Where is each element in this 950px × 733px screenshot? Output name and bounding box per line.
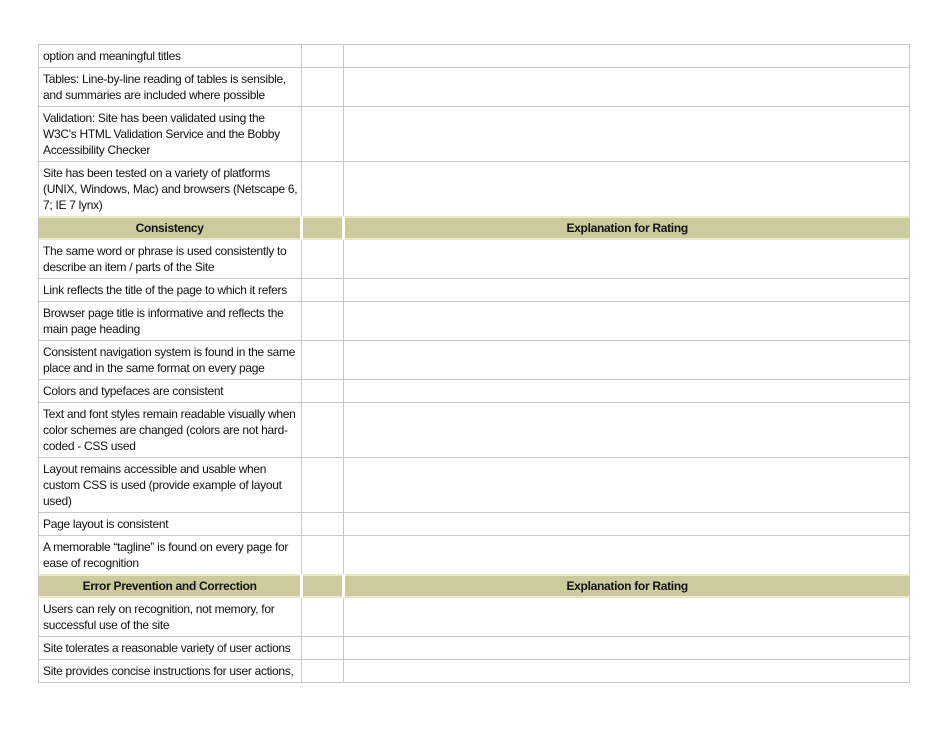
- criterion-row: [39, 380, 910, 403]
- criterion-text: Consistent navigation system is found in the same place and in the same format on every page: [39, 341, 302, 380]
- criterion-row: [39, 45, 910, 68]
- criterion-text: Colors and typefaces are consistent: [39, 380, 302, 403]
- rating-header-cell: [302, 575, 344, 597]
- explanation-cell[interactable]: [344, 302, 910, 341]
- criterion-row: [39, 597, 910, 637]
- section-header-row: [39, 217, 910, 239]
- section-title: Consistency: [39, 217, 302, 239]
- explanation-header: Explanation for Rating: [344, 217, 910, 239]
- rating-cell[interactable]: [302, 513, 344, 536]
- criterion-text: Page layout is consistent: [39, 513, 302, 536]
- explanation-cell[interactable]: [344, 597, 910, 637]
- criterion-text: Users can rely on recognition, not memory, for successful use of the site: [39, 597, 302, 637]
- explanation-header: Explanation for Rating: [344, 575, 910, 597]
- rating-cell[interactable]: [302, 162, 344, 218]
- criterion-row: [39, 536, 910, 576]
- criterion-row: [39, 279, 910, 302]
- section-title: Error Prevention and Correction: [39, 575, 302, 597]
- criterion-row: [39, 403, 910, 458]
- explanation-cell[interactable]: [344, 536, 910, 576]
- explanation-cell[interactable]: [344, 341, 910, 380]
- rating-cell[interactable]: [302, 341, 344, 380]
- explanation-cell[interactable]: [344, 45, 910, 68]
- explanation-cell[interactable]: [344, 107, 910, 162]
- explanation-cell[interactable]: [344, 660, 910, 683]
- rating-cell[interactable]: [302, 403, 344, 458]
- rating-cell[interactable]: [302, 597, 344, 637]
- criterion-text: Validation: Site has been validated using the W3C's HTML Validation Service and the Bobby Accessibility Checker: [39, 107, 302, 162]
- rating-cell[interactable]: [302, 279, 344, 302]
- explanation-cell[interactable]: [344, 458, 910, 513]
- criterion-row: [39, 302, 910, 341]
- criterion-text: Tables: Line-by-line reading of tables is sensible, and summaries are included where possible: [39, 68, 302, 107]
- criterion-row: [39, 107, 910, 162]
- rating-header-cell: [302, 217, 344, 239]
- rating-cell[interactable]: [302, 302, 344, 341]
- criterion-text: Site tolerates a reasonable variety of user actions: [39, 637, 302, 660]
- criterion-text: The same word or phrase is used consistently to describe an item / parts of the Site: [39, 239, 302, 279]
- rating-cell[interactable]: [302, 458, 344, 513]
- rating-cell[interactable]: [302, 45, 344, 68]
- rating-cell[interactable]: [302, 660, 344, 683]
- explanation-cell[interactable]: [344, 68, 910, 107]
- criterion-text: Site provides concise instructions for user actions,: [39, 660, 302, 683]
- criterion-row: [39, 239, 910, 279]
- explanation-cell[interactable]: [344, 403, 910, 458]
- criterion-row: [39, 513, 910, 536]
- criterion-text: Link reflects the title of the page to which it refers: [39, 279, 302, 302]
- rating-cell[interactable]: [302, 68, 344, 107]
- criterion-row: [39, 637, 910, 660]
- criterion-text: Layout remains accessible and usable when custom CSS is used (provide example of layout used): [39, 458, 302, 513]
- criterion-text: option and meaningful titles: [39, 45, 302, 68]
- explanation-cell[interactable]: [344, 239, 910, 279]
- criterion-row: [39, 660, 910, 683]
- criterion-row: [39, 341, 910, 380]
- criterion-text: A memorable “tagline” is found on every page for ease of recognition: [39, 536, 302, 576]
- criterion-text: Site has been tested on a variety of platforms (UNIX, Windows, Mac) and browsers (Netscape 6, 7; IE 7 lynx): [39, 162, 302, 218]
- rating-cell[interactable]: [302, 380, 344, 403]
- section-header-row: [39, 575, 910, 597]
- explanation-cell[interactable]: [344, 162, 910, 218]
- rating-cell[interactable]: [302, 107, 344, 162]
- rating-cell[interactable]: [302, 637, 344, 660]
- criterion-row: [39, 458, 910, 513]
- explanation-cell[interactable]: [344, 279, 910, 302]
- explanation-cell[interactable]: [344, 380, 910, 403]
- rating-cell[interactable]: [302, 239, 344, 279]
- criterion-text: Text and font styles remain readable visually when color schemes are changed (colors are not hard-coded - CSS used: [39, 403, 302, 458]
- explanation-cell[interactable]: [344, 637, 910, 660]
- criterion-row: [39, 162, 910, 218]
- evaluation-table: [38, 44, 910, 683]
- explanation-cell[interactable]: [344, 513, 910, 536]
- criterion-row: [39, 68, 910, 107]
- rating-cell[interactable]: [302, 536, 344, 576]
- criterion-text: Browser page title is informative and reflects the main page heading: [39, 302, 302, 341]
